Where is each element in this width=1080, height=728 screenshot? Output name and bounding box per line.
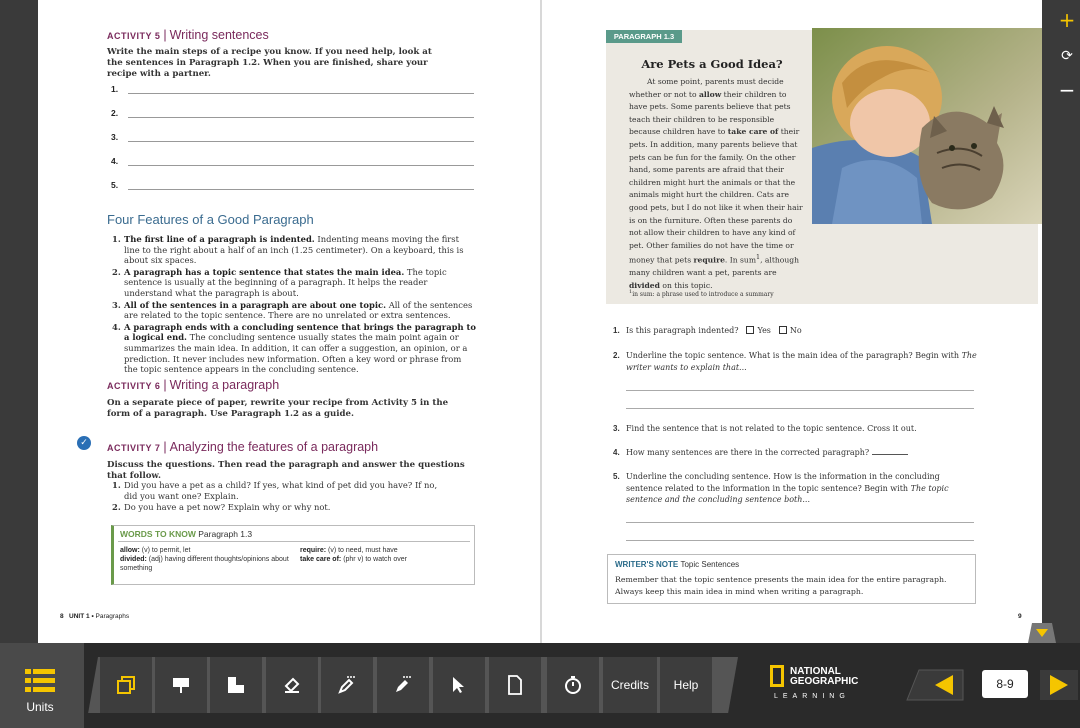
answer-line-q2-b[interactable] [626,408,974,409]
activity-7-questions [108,480,448,514]
answer-line-5[interactable]: 5. [108,180,474,192]
zoom-toolbar [1052,0,1080,112]
activity-5-title: Writing sentences [169,28,269,42]
words-to-know-col-1: allow: (v) to permit, let divided: (adj) having different thoughts/opinions about something [120,547,289,572]
answer-line-4[interactable]: 4. [108,156,474,168]
right-page [542,0,1042,643]
units-button[interactable] [0,643,84,728]
question-3: 3. Find the sentence that is not related to the topic sentence. Cross it out. [613,424,917,433]
credits-button[interactable]: Credits [603,657,657,713]
words-to-know-box [111,525,475,585]
cursor-icon [451,676,467,694]
answer-line-1[interactable]: 1. [108,84,474,96]
notes-button[interactable] [489,657,541,713]
check-circle-icon[interactable]: ✓ [77,436,91,450]
feature-item: 3. All of the sentences in a paragraph are about one topic. All of the sentences are related to the topic sentence. There are no unrelated or extra sentences. [112,299,473,321]
feature-item: 4. A paragraph ends with a concluding sentence that brings the paragraph to a logical end. The concluding sentence usually states the main point again or summarizes the main idea. In addition, it can offer a suggestion, an opinion, or a prediction. It never includes new information. Often a key word or phrase from the topic sentence appears in the concluding sentence. [112,321,476,375]
paragraph-run: require [693,255,725,265]
paragraph-tag: PARAGRAPH 1.3 [606,30,682,43]
answer-line-2[interactable]: 2. [108,108,474,120]
writers-note-box [607,554,976,604]
right-page-number: 9 [1018,613,1022,620]
left-page-footer: 8 UNIT 1 • Paragraphs [60,613,130,620]
paragraph-footnote: $^1$in sum: a phrase used to introduce a summary [629,289,774,298]
question-5: 5. Underline the concluding sentence. How is the information in the concluding sentence related to the information in the topic sentence? Begin with The topic sentence and the concluding sentence both... [613,472,949,504]
words-to-know-title: WORDS TO KNOW Paragraph 1.3 [120,529,253,539]
mask-icon [227,676,245,694]
zoom-out-icon[interactable]: − [1058,78,1076,102]
question-item: 1. Did you have a pet as a child? If yes, what kind of pet did you have? If no, did you want one? Explain. [112,480,438,501]
paragraph-text [629,76,807,293]
boy-with-cat-photo [812,28,1042,224]
paragraph-run: their children to have pets. Some parents believe that pets teach their children to be responsible because children have to [629,89,791,137]
whiteboard-icon [172,676,190,694]
activity-7-instructions: Discuss the questions. Then read the paragraph and answer the questions that follow. [107,460,465,481]
bottom-toolbar [0,643,1080,728]
eraser-icon [283,676,301,694]
four-features-list [108,234,476,376]
answer-line-3[interactable]: 3. [108,132,474,144]
timer-button[interactable] [547,657,599,713]
whiteboard-button[interactable] [155,657,207,713]
answer-line-q5-b[interactable] [626,540,974,541]
national-geographic-logo: NATIONAL GEOGRAPHIC LEARNING [770,665,870,705]
paragraph-run: 1 [756,254,761,262]
question-4: 4. How many sentences are there in the corrected paragraph? [613,447,983,459]
answer-line-q5-a[interactable] [626,522,974,523]
reset-zoom-icon[interactable]: ⟳ [1061,48,1073,64]
collapse-toolbar-tab[interactable] [1022,623,1062,643]
pages-button[interactable] [100,657,152,713]
question-1: 1. Is this paragraph indented? Yes No [613,326,802,335]
zoom-in-icon[interactable]: + [1058,8,1076,32]
ng-yellow-border-icon [770,665,784,687]
question-item: 2. Do you have a pet now? Explain why or why not. [112,502,331,513]
writers-note-title: WRITER'S NOTE Topic Sentences [615,560,740,569]
question-2: 2. Underline the topic sentence. What is the main idea of the paragraph? Begin with The writer wants to explain that... [613,351,977,372]
paragraph-run: . In sum [724,255,757,265]
no-checkbox[interactable] [779,326,787,334]
answer-line-q2-a[interactable] [626,390,974,391]
activity-5-instructions: Write the main steps of a recipe you know. If you need help, look at the sentences in Paragraph 1.2. When you are finished, share your recipe with a partner. [107,47,432,79]
highlighter-icon [337,675,357,695]
answer-blank-q4[interactable] [872,454,908,455]
paragraph-run: on this topic. [659,281,713,291]
yes-checkbox[interactable] [746,326,754,334]
previous-page-button[interactable] [905,668,965,702]
units-label: Units [26,700,54,714]
units-grid-icon [25,669,55,693]
paragraph-run: At some point, parents must decide whether or not to [629,77,784,99]
timer-icon [563,675,583,695]
paragraph-title: Are Pets a Good Idea? [641,57,783,71]
activity-6-instructions: On a separate piece of paper, rewrite your recipe from Activity 5 in the form of a paragraph. Use Paragraph 1.2 as a guide. [107,398,449,419]
activity-6-heading: ACTIVITY 6 | Writing a paragraph [107,378,280,392]
mask-button[interactable] [210,657,262,713]
page-number-field[interactable]: 8-9 [982,670,1028,698]
activity-5-number: ACTIVITY 5 [107,31,161,41]
eraser-button[interactable] [266,657,318,713]
left-page [38,0,540,643]
writers-note-text: Remember that the topic sentence presents the main idea for the entire paragraph. Always keep this main idea in mind when writing a paragraph. [615,575,947,596]
words-to-know-col-2: require: (v) to need, must have take care of: (phr v) to watch over [300,547,407,563]
pen-button[interactable] [377,657,429,713]
paragraph-run: take care of [727,127,779,137]
paragraph-run: their pets. In addition, many parents believe that pets can be fun for the family. On the other hand, some parents are afraid that their children might hurt the animals or that the animals might hurt the children. Cats are good pets, but I do not like it when their hair is on the furniture. Often these parents do not allow their children to have any kind of pet. Other families do not have the time or money that pets [629,127,803,265]
highlighter-button[interactable] [321,657,373,713]
pen-icon [393,675,413,695]
paragraph-run: , although many children want a pet, parents are [629,255,800,278]
pages-icon [117,676,135,694]
help-button[interactable]: Help [660,657,712,713]
four-features-heading: Four Features of a Good Paragraph [107,212,314,227]
activity-7-heading: ACTIVITY 7 | Analyzing the features of a paragraph [107,440,379,454]
activity-5-heading: ACTIVITY 5 | Writing sentences [107,28,269,42]
paragraph-run: allow [698,89,722,99]
paragraph-run: divided [629,281,660,291]
feature-item: 2. A paragraph has a topic sentence that states the main idea. The topic sentence is usually at the beginning of a paragraph. It helps the reader understand what the paragraph is about. [112,266,447,298]
next-page-button[interactable] [1038,668,1080,702]
feature-item: 1. The first line of a paragraph is indented. Indenting means moving the first line to the right about a half of an inch (1.25 centimeter). On a keyboard, this is about six spaces. [112,234,464,266]
note-icon [507,675,523,695]
select-button[interactable] [433,657,485,713]
